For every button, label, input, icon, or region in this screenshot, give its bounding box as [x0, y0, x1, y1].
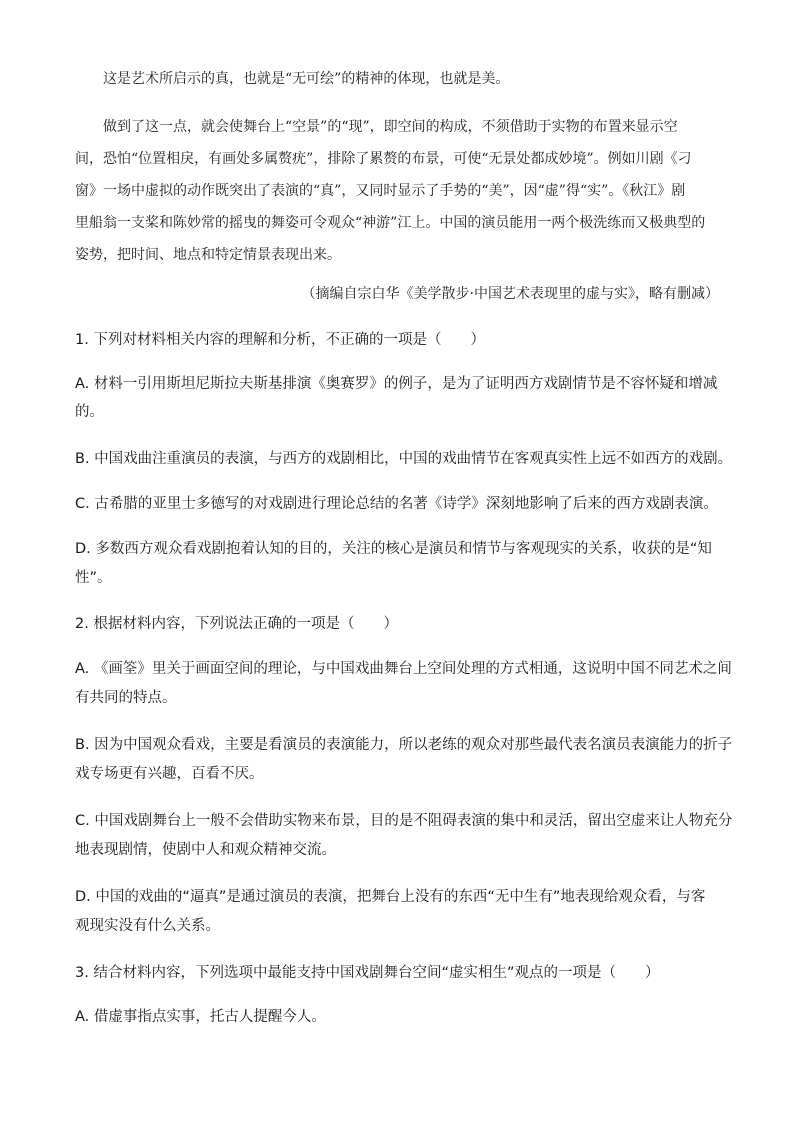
question-option-cont: 地表现剧情，使剧中人和观众精神交流。 — [75, 842, 336, 858]
question-option-cont: 性”。 — [75, 570, 112, 586]
question-option: A. 借虚事指点实事，托古人提醒今人。 — [75, 1009, 326, 1025]
question-option: A. 材料一引用斯坦尼斯拉夫斯基排演《奥赛罗》的例子，是为了证明西方戏剧情节是不容怀疑和增减 — [75, 376, 718, 392]
question-option-cont: 戏专场更有兴趣，百看不厌。 — [75, 766, 264, 782]
question-option-cont: 观现实没有什么关系。 — [75, 918, 220, 934]
question-option: D. 中国的戏曲的“逼真”是通过演员的表演，把舞台上没有的东西“无中生有”地表现给观众看，与客 — [75, 889, 706, 905]
passage-line: 姿势，把时间、地点和特定情景表现出来。 — [75, 247, 341, 263]
question-option: A. 《画筌》里关于画面空间的理论，与中国戏曲舞台上空间处理的方式相通，这说明中国不同艺术之间 — [75, 661, 732, 677]
question-stem: 2. 根据材料内容，下列说法正确的一项是（ ） — [75, 616, 398, 632]
question-stem: 3. 结合材料内容，下列选项中最能支持中国戏剧舞台空间“虚实相生”观点的一项是（ ） — [75, 965, 660, 981]
question-option: C. 古希腊的亚里士多德写的对戏剧进行理论总结的名著《诗学》深刻地影响了后来的西方戏剧表演。 — [75, 496, 718, 512]
question-option: D. 多数西方观众看戏剧抱着认知的目的，关注的核心是演员和情节与客观现实的关系，收获的是“知 — [75, 541, 712, 557]
question-option: B. 因为中国观众看戏，主要是看演员的表演能力，所以老练的观众对那些最代表名演员表演能力的折子 — [75, 737, 733, 753]
question-option-cont: 的。 — [75, 404, 104, 420]
passage-line: 窗》一场中虚拟的动作既突出了表演的“真”，又同时显示了手势的“美”，因“虚”得“实”。《秋江》剧 — [75, 183, 686, 199]
question-stem: 1. 下列对材料相关内容的理解和分析，不正确的一项是（ ） — [75, 332, 485, 348]
question-option-cont: 有共同的特点。 — [75, 690, 177, 706]
passage-source: （摘编自宗白华《美学散步·中国艺术表现里的虚与实》，略有删减） — [301, 286, 719, 302]
passage-line: 里船翁一支桨和陈妙常的摇曳的舞姿可令观众“神游”江上。中国的演员能用一两个极洗练而又极典型的 — [75, 215, 706, 231]
passage-line: 间，恐怕“位置相戾，有画处多属赘疣”，排除了累赘的布景，可使“无景处都成妙境”。例如川剧《刁 — [75, 151, 692, 167]
passage-line: 做到了这一点，就会使舞台上“空景”的“现”，即空间的构成，不须借助于实物的布置来显示空 — [103, 119, 678, 135]
question-option: C. 中国戏剧舞台上一般不会借助实物来布景，目的是不阻碍表演的集中和灵活，留出空虚来让人物充分 — [75, 813, 733, 829]
passage-line: 这是艺术所启示的真，也就是“无可绘”的精神的体现，也就是美。 — [103, 71, 510, 87]
question-option: B. 中国戏曲注重演员的表演，与西方的戏剧相比，中国的戏曲情节在客观真实性上远不如西方的戏剧。 — [75, 451, 733, 467]
